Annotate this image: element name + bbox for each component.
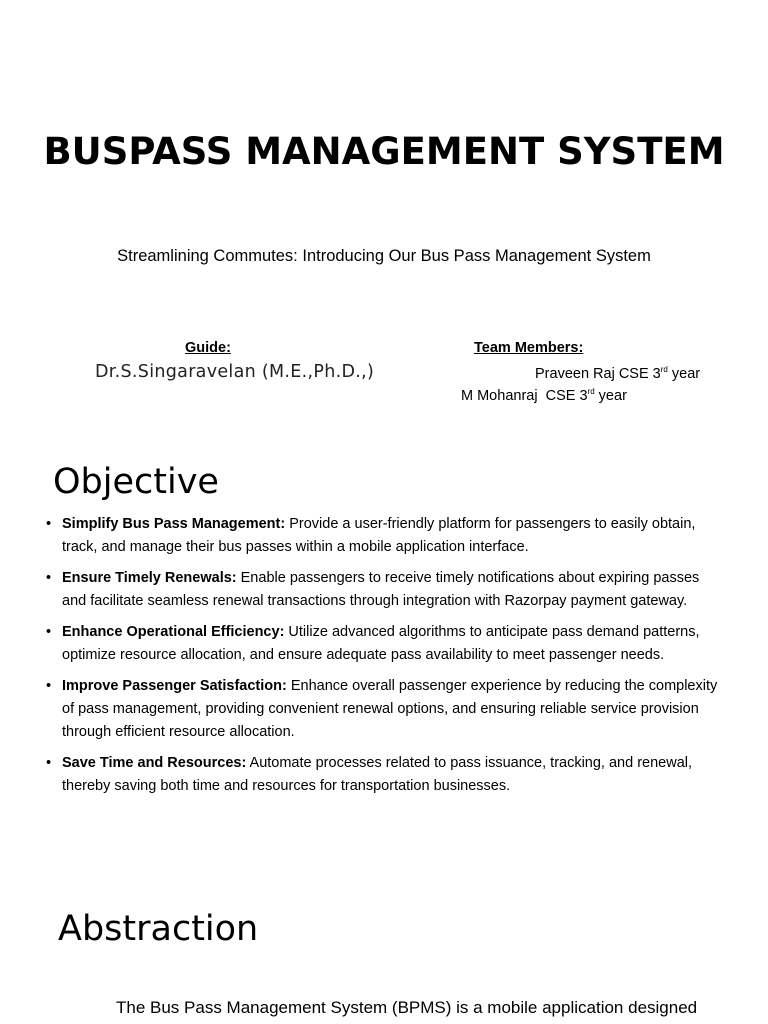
- objective-item: [45, 513, 725, 559]
- objective-item-text: Provide a user-friendly platform for passengers to easily obtain, track, and manage their bus passes within a mobile application interface.: [62, 516, 696, 555]
- document-subtitle: Streamlining Commutes: Introducing Our Bus Pass Management System: [117, 247, 651, 265]
- bullet-icon: •: [46, 570, 52, 586]
- team-member: [461, 387, 627, 405]
- objective-item-lead: Ensure Timely Renewals:: [62, 570, 237, 586]
- objective-item-text: Enhance overall passenger experience by reducing the complexity of pass management, providing convenient renewal options, and ensuring reliable service provision through efficient resource allocation.: [62, 678, 718, 740]
- team-member-ordinal: rd: [587, 387, 595, 396]
- team-member-name: M Mohanraj CSE 3: [461, 388, 588, 404]
- objective-list: [45, 513, 725, 806]
- team-member-suffix: year: [594, 388, 627, 404]
- document-title: BUSPASS MANAGEMENT SYSTEM: [43, 130, 725, 173]
- team-member: [535, 365, 700, 383]
- abstraction-heading: Abstraction: [58, 909, 259, 949]
- objective-item: [45, 621, 725, 667]
- objective-item-text: Automate processes related to pass issuance, tracking, and renewal, thereby saving both time and resources for transportation businesses.: [62, 755, 693, 794]
- objective-item-text: Enable passengers to receive timely notifications about expiring passes and facilitate seamless renewal transactions through integration with Razorpay payment gateway.: [62, 570, 700, 609]
- team-members-label: Team Members:: [474, 340, 584, 356]
- objective-item-lead: Save Time and Resources:: [62, 755, 247, 771]
- bullet-icon: •: [46, 516, 52, 532]
- objective-item: [45, 567, 725, 613]
- objective-item-text: Utilize advanced algorithms to anticipate pass demand patterns, optimize resource allocation, and ensure adequate pass availability to meet passenger needs.: [62, 624, 700, 663]
- guide-name: Dr.S.Singaravelan (M.E.,Ph.D.,): [95, 362, 375, 382]
- objective-item-lead: Improve Passenger Satisfaction:: [62, 678, 287, 694]
- objective-item-lead: Enhance Operational Efficiency:: [62, 624, 285, 640]
- objective-item: [45, 675, 725, 744]
- team-member-name: Praveen Raj CSE 3: [535, 366, 661, 382]
- team-member-ordinal: rd: [660, 365, 668, 374]
- bullet-icon: •: [46, 678, 52, 694]
- objective-item: [45, 752, 725, 798]
- abstraction-text: The Bus Pass Management System (BPMS) is a mobile application designed: [116, 998, 698, 1017]
- bullet-icon: •: [46, 755, 52, 771]
- team-member-suffix: year: [667, 366, 701, 382]
- objective-item-lead: Simplify Bus Pass Management:: [62, 516, 286, 532]
- objective-heading: Objective: [53, 462, 219, 502]
- bullet-icon: •: [46, 624, 52, 640]
- guide-label: Guide:: [185, 340, 231, 356]
